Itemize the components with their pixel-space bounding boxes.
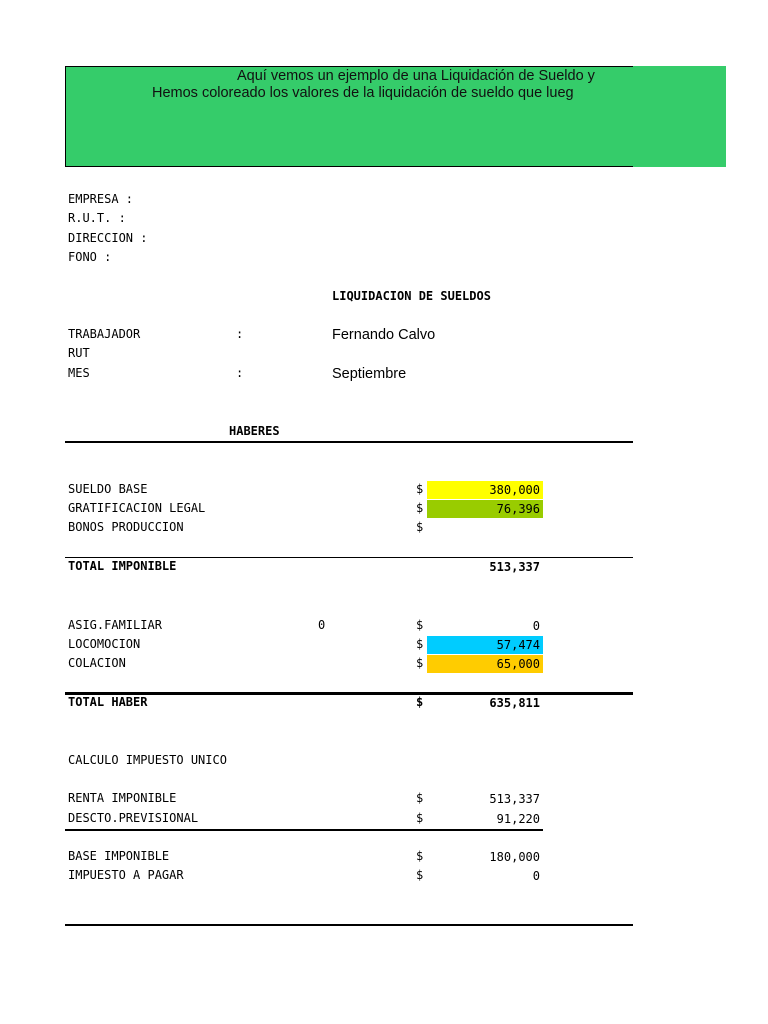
- gratificacion-label: GRATIFICACION LEGAL: [68, 501, 206, 515]
- rut-company-label: R.U.T. :: [68, 211, 126, 225]
- sueldo-base-label: SUELDO BASE: [68, 482, 148, 496]
- renta-imponible-currency: $: [416, 791, 424, 805]
- bonos-value: [427, 519, 543, 537]
- base-imponible-label: BASE IMPONIBLE: [68, 849, 170, 863]
- colacion-currency: $: [416, 656, 424, 670]
- bottom-rule: [65, 924, 633, 926]
- total-haber-rule: [65, 692, 633, 695]
- sueldo-base-currency: $: [416, 482, 424, 496]
- bonos-currency: $: [416, 520, 424, 534]
- mes-label: MES: [68, 366, 90, 380]
- page-title: LIQUIDACION DE SUELDOS: [332, 289, 491, 303]
- impuesto-heading: CALCULO IMPUESTO UNICO: [68, 753, 227, 767]
- colacion-value: 65,000: [427, 655, 543, 673]
- banner-extension: [633, 66, 726, 167]
- descto-previsional-value: 91,220: [496, 812, 540, 826]
- colacion-label: COLACION: [68, 656, 126, 670]
- impuesto-pagar-value: 0: [532, 869, 540, 883]
- locomocion-currency: $: [416, 637, 424, 651]
- base-imponible-value: 180,000: [489, 850, 540, 864]
- trabajador-value: Fernando Calvo: [332, 327, 436, 343]
- total-haber-value: 635,811: [489, 696, 540, 710]
- locomocion-label: LOCOMOCION: [68, 637, 141, 651]
- sueldo-base-value: 380,000: [427, 481, 543, 499]
- mes-value: Septiembre: [332, 366, 407, 382]
- impuesto-pagar-currency: $: [416, 868, 424, 882]
- rut-worker-label: RUT: [68, 346, 90, 360]
- base-imponible-rule: [65, 829, 543, 831]
- info-banner: [65, 66, 633, 167]
- locomocion-value: 57,474: [427, 636, 543, 654]
- total-imponible-value: 513,337: [489, 560, 540, 574]
- trabajador-label: TRABAJADOR: [68, 327, 141, 341]
- banner-line-2: Hemos coloreado los valores de la liquidación de sueldo que lueg: [152, 85, 574, 101]
- total-haber-currency: $: [416, 695, 424, 709]
- base-imponible-currency: $: [416, 849, 424, 863]
- direccion-label: DIRECCION :: [68, 231, 148, 245]
- total-imponible-label: TOTAL IMPONIBLE: [68, 559, 177, 573]
- fono-label: FONO :: [68, 250, 112, 264]
- total-haber-label: TOTAL HABER: [68, 695, 148, 709]
- haberes-heading: HABERES: [229, 424, 280, 438]
- descto-previsional-currency: $: [416, 811, 424, 825]
- empresa-label: EMPRESA :: [68, 192, 134, 206]
- bonos-label: BONOS PRODUCCION: [68, 520, 184, 534]
- asig-familiar-label: ASIG.FAMILIAR: [68, 618, 162, 632]
- renta-imponible-value: 513,337: [489, 792, 540, 806]
- renta-imponible-label: RENTA IMPONIBLE: [68, 791, 177, 805]
- trabajador-colon: :: [236, 327, 244, 341]
- asig-familiar-count: 0: [318, 618, 326, 632]
- asig-familiar-value: 0: [532, 619, 540, 633]
- gratificacion-currency: $: [416, 501, 424, 515]
- impuesto-pagar-label: IMPUESTO A PAGAR: [68, 868, 184, 882]
- descto-previsional-label: DESCTO.PREVISIONAL: [68, 811, 199, 825]
- banner-line-1: Aquí vemos un ejemplo de una Liquidación de Sueldo y: [237, 68, 595, 84]
- total-imponible-rule: [65, 557, 633, 558]
- asig-familiar-currency: $: [416, 618, 424, 632]
- haberes-rule: [65, 441, 633, 443]
- mes-colon: :: [236, 366, 244, 380]
- gratificacion-value: 76,396: [427, 500, 543, 518]
